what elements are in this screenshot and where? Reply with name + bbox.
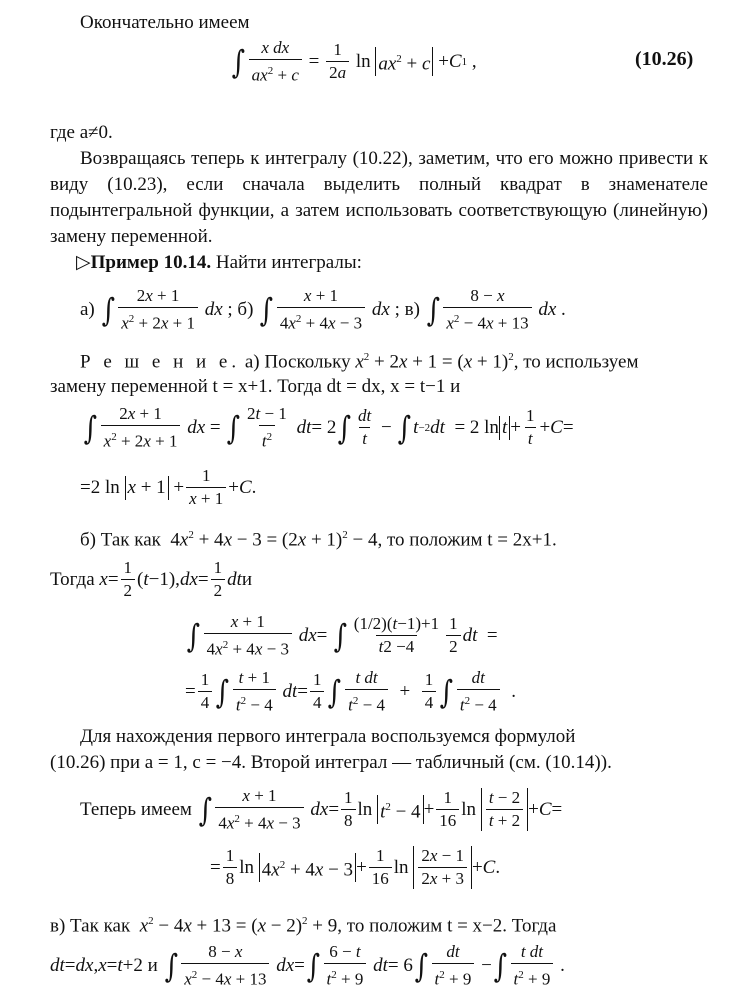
solution-c-formula: dt = dx , x = t +2 и ∫ $\frac{8 - x}{x^2 - 4x + 13}$ dx = ∫ $\frac{6 - t}{t^2 + 9}$ dt = 6 ∫ $\frac{dt}{t^2 + 9}$ − ∫ $\frac{\text{t dt}}{t^2 + 9}$ . — [50, 942, 565, 989]
part-c-text2: , то положим t = x−2. Тогда — [337, 915, 557, 937]
part-a-text2: , то используем — [513, 351, 639, 373]
paragraph-2-line-1: Для нахождения первого интеграла воспользуемся формулой — [80, 726, 576, 747]
example-header — [76, 252, 362, 274]
now-we-have-text: Теперь имеем — [80, 798, 192, 820]
solution-word: Р е ш е н и е. — [80, 351, 241, 373]
example-integrals: а) ∫ $\frac{2x + 1}{x^2 + 2x + 1}$ dx ; б) ∫ $\frac{x + 1}{4x^2 + 4x - 3}$ dx ; в) ∫ $\frac{8 - x}{x^2 - 4x + 13}$ dx . — [80, 286, 566, 333]
part-b-then: Тогда — [50, 568, 95, 590]
solution-b-line: б) Так как $4x^2 + 4x - 3 = (2x + 1)^2 - 4$, то положим t = 2x+1. — [80, 529, 557, 551]
solution-b-result-1: Теперь имеем ∫ $\frac{x + 1}{4x^2 + 4x - 3}$ dx = $\frac{1}{8}$ ln $t^2 - 4$ + $\frac{1}{16}$ ln $\frac{t - 2}{t + 2}$ + C = — [80, 786, 563, 833]
where-a-text: где a≠0. — [50, 122, 113, 143]
solution-a-line: Р е ш е н и е. а) Поскольку $x^2 + 2x + 1 = (x + 1)^2$, то используем — [80, 351, 639, 373]
solution-a-formula-1: ∫ $\frac{2x + 1}{x^2 + 2x + 1}$ dx = ∫ $\frac{2t - 1}{t^2}$ dt = 2 ∫ $\frac{dt}{t}$ − ∫ t −2 dt = 2 ln t + $\frac{1}{t}$ + C = — [83, 404, 574, 451]
part-c-text: в) Так как — [50, 915, 131, 937]
solution-a-formula-2: =2 ln x + 1 + $\frac{1}{x + 1}$ + C . — [80, 466, 257, 508]
example-label: Пример 10.14. — [90, 252, 212, 273]
part-b-text2: , то положим t = 2x+1. — [377, 529, 557, 551]
solution-b-formula-1: ∫ $\frac{x + 1}{4x^2 + 4x - 3}$ dx = ∫ $\frac{(1/2)(t-1)+1}{t2 -4}$ $\frac{1}{2}$ dt = — [186, 612, 498, 659]
solution-b-formula-2: = $\frac{1}{4}$ ∫ $\frac{t + 1}{t^2 - 4}$ dt = $\frac{1}{4}$ ∫ $\frac{\text{t dt}}{t^2 - 4}$ + $\frac{1}{4}$ ∫ $\frac{dt}{t^2 - 4}$ . — [185, 668, 516, 715]
intro-text: Окончательно имеем — [80, 12, 250, 33]
paragraph-1: Возвращаясь теперь к интегралу (10.22), заметим, что его можно привести к виду (10.23), если сначала выделить полный квадрат в знаменателе подынтегральной функции, а затем использовать соответствующую (линейную) замену переменной. — [50, 148, 708, 247]
formula-10-26: ∫ $\frac{\text{x dx}}{ax^2 + c}$ = $\frac{1}{2a}$ ln $ax^2 + c$ + C 1 , — [231, 38, 477, 85]
paragraph-2-line-2: (10.26) при a = 1, c = −4. Второй интеграл — табличный (см. (10.14)). — [50, 752, 612, 773]
solution-c-line: в) Так как $x^2 - 4x + 13 = (x - 2)^2 + 9$, то положим t = x−2. Тогда — [50, 915, 557, 937]
part-a-text: а) Поскольку — [244, 351, 351, 373]
equation-number: (10.26) — [635, 48, 694, 70]
part-a-line2: замену переменной t = x+1. Тогда dt = dx, x = t−1 и — [50, 376, 461, 397]
solution-b-substitution: Тогда x = $\frac{1}{2}$ ( t −1), dx = $\frac{1}{2}$ dt и — [50, 558, 253, 600]
part-b-text: б) Так как — [80, 529, 161, 551]
triangle-marker-icon: ▷ — [76, 252, 91, 273]
solution-b-result-2: = $\frac{1}{8}$ ln $4x^2 + 4x - 3$ + $\frac{1}{16}$ ln $\frac{2x - 1}{2x + 3}$ + C . — [210, 846, 501, 888]
example-task: Найти интегралы: — [215, 252, 362, 273]
